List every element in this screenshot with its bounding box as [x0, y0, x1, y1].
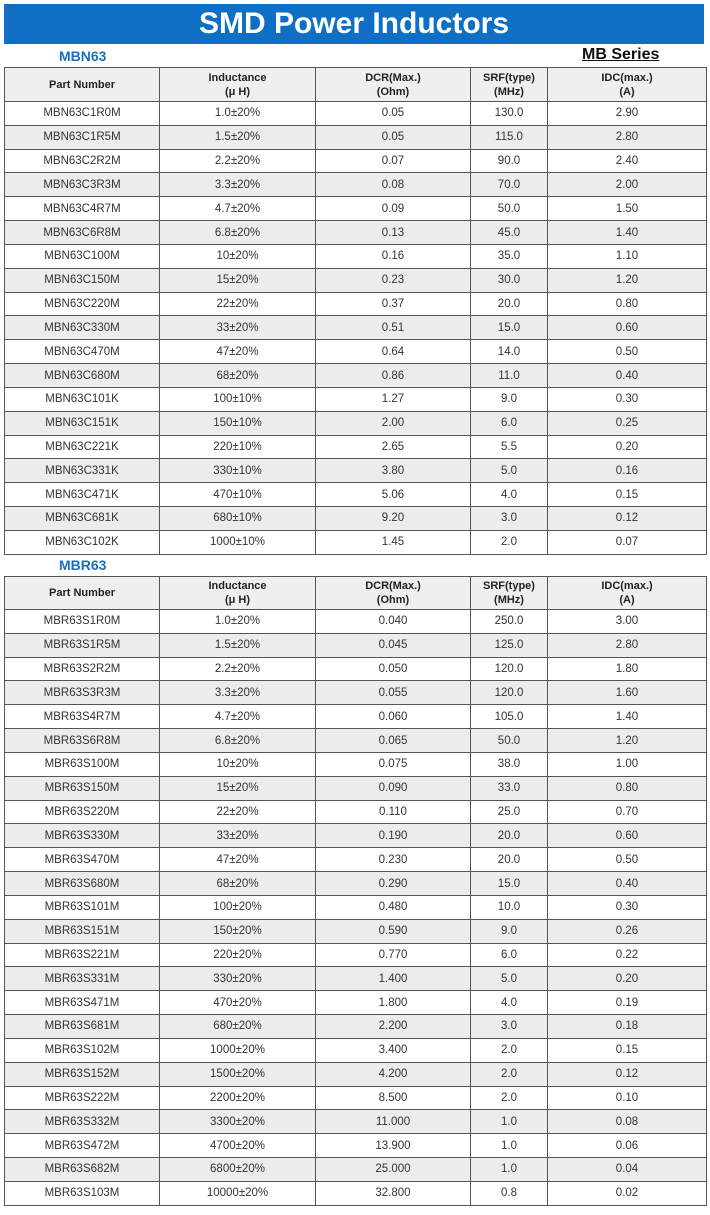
table-row	[5, 316, 707, 340]
idc-cell: 2.90	[548, 102, 707, 126]
srf-cell: 1.0	[471, 1110, 548, 1134]
table-row	[5, 752, 707, 776]
idc-cell: 1.00	[548, 752, 707, 776]
mbr63-spec-table	[4, 576, 707, 1206]
part-number-cell: MBR63S102M	[5, 1038, 160, 1062]
dcr-cell: 0.055	[316, 681, 471, 705]
srf-cell: 15.0	[471, 316, 548, 340]
part-number-cell: MBR63S472M	[5, 1134, 160, 1158]
srf-cell: 0.8	[471, 1181, 548, 1205]
dcr-cell: 0.13	[316, 221, 471, 245]
inductance-cell: 68±20%	[160, 364, 316, 388]
srf-cell: 130.0	[471, 102, 548, 126]
table-row	[5, 848, 707, 872]
inductance-cell: 22±20%	[160, 292, 316, 316]
part-number-cell: MBN63C681K	[5, 507, 160, 531]
table-row	[5, 943, 707, 967]
inductance-cell: 680±10%	[160, 507, 316, 531]
table-row	[5, 268, 707, 292]
srf-cell: 20.0	[471, 292, 548, 316]
srf-cell: 2.0	[471, 1038, 548, 1062]
inductance-cell: 1.0±20%	[160, 102, 316, 126]
part-number-cell: MBR63S6R8M	[5, 729, 160, 753]
table-row	[5, 435, 707, 459]
inductance-cell: 330±20%	[160, 967, 316, 991]
srf-cell: 115.0	[471, 125, 548, 149]
idc-cell: 1.40	[548, 221, 707, 245]
header-srf: SRF(type) (MHz)	[471, 577, 548, 610]
dcr-cell: 4.200	[316, 1062, 471, 1086]
header-idc: IDC(max.) (A)	[548, 577, 707, 610]
part-number-cell: MBR63S101M	[5, 895, 160, 919]
srf-cell: 50.0	[471, 729, 548, 753]
dcr-cell: 0.37	[316, 292, 471, 316]
idc-cell: 0.40	[548, 872, 707, 896]
table-row	[5, 221, 707, 245]
inductance-cell: 10±20%	[160, 244, 316, 268]
part-number-cell: MBN63C470M	[5, 340, 160, 364]
idc-cell: 1.60	[548, 681, 707, 705]
table-row	[5, 633, 707, 657]
dcr-cell: 1.400	[316, 967, 471, 991]
table-row	[5, 1015, 707, 1039]
header-dcr: DCR(Max.) (Ohm)	[316, 577, 471, 610]
part-number-cell: MBR63S3R3M	[5, 681, 160, 705]
table-row	[5, 102, 707, 126]
inductance-cell: 6.8±20%	[160, 729, 316, 753]
part-number-cell: MBR63S222M	[5, 1086, 160, 1110]
dcr-cell: 1.800	[316, 991, 471, 1015]
dcr-cell: 0.64	[316, 340, 471, 364]
header-idc: IDC(max.) (A)	[548, 68, 707, 102]
srf-cell: 120.0	[471, 657, 548, 681]
idc-cell: 0.22	[548, 943, 707, 967]
idc-cell: 0.60	[548, 824, 707, 848]
dcr-cell: 0.05	[316, 125, 471, 149]
dcr-cell: 2.00	[316, 411, 471, 435]
idc-cell: 0.12	[548, 1062, 707, 1086]
inductance-cell: 6.8±20%	[160, 221, 316, 245]
table-row	[5, 776, 707, 800]
srf-cell: 2.0	[471, 1086, 548, 1110]
part-number-cell: MBN63C220M	[5, 292, 160, 316]
dcr-cell: 0.08	[316, 173, 471, 197]
idc-cell: 0.20	[548, 967, 707, 991]
dcr-cell: 0.190	[316, 824, 471, 848]
inductance-cell: 3.3±20%	[160, 173, 316, 197]
inductance-cell: 100±20%	[160, 895, 316, 919]
inductance-cell: 10±20%	[160, 752, 316, 776]
table-row	[5, 1134, 707, 1158]
dcr-cell: 0.480	[316, 895, 471, 919]
srf-cell: 3.0	[471, 507, 548, 531]
dcr-cell: 3.400	[316, 1038, 471, 1062]
mbn63-table-body	[5, 102, 707, 555]
header-dcr: DCR(Max.) (Ohm)	[316, 68, 471, 102]
inductance-cell: 1.5±20%	[160, 125, 316, 149]
part-number-cell: MBR63S332M	[5, 1110, 160, 1134]
inductance-cell: 6800±20%	[160, 1158, 316, 1182]
inductance-cell: 680±20%	[160, 1015, 316, 1039]
table-row	[5, 681, 707, 705]
idc-cell: 0.02	[548, 1181, 707, 1205]
srf-cell: 5.0	[471, 967, 548, 991]
part-number-cell: MBR63S1R5M	[5, 633, 160, 657]
part-number-cell: MBR63S471M	[5, 991, 160, 1015]
part-number-cell: MBN63C1R5M	[5, 125, 160, 149]
inductance-cell: 220±10%	[160, 435, 316, 459]
part-number-cell: MBR63S4R7M	[5, 705, 160, 729]
dcr-cell: 1.27	[316, 387, 471, 411]
part-number-cell: MBN63C101K	[5, 387, 160, 411]
idc-cell: 0.30	[548, 387, 707, 411]
idc-cell: 0.70	[548, 800, 707, 824]
table-row	[5, 610, 707, 634]
dcr-cell: 0.770	[316, 943, 471, 967]
table-row	[5, 919, 707, 943]
series-label: MB Series	[582, 46, 660, 63]
table-row	[5, 967, 707, 991]
idc-cell: 1.20	[548, 268, 707, 292]
idc-cell: 0.20	[548, 435, 707, 459]
srf-cell: 2.0	[471, 1062, 548, 1086]
idc-cell: 2.00	[548, 173, 707, 197]
idc-cell: 0.60	[548, 316, 707, 340]
part-number-cell: MBN63C6R8M	[5, 221, 160, 245]
table-header-row	[5, 577, 707, 610]
inductance-cell: 1500±20%	[160, 1062, 316, 1086]
mbn63-spec-table	[4, 67, 707, 555]
idc-cell: 0.07	[548, 530, 707, 554]
idc-cell: 0.40	[548, 364, 707, 388]
dcr-cell: 0.060	[316, 705, 471, 729]
table-row	[5, 872, 707, 896]
dcr-cell: 0.075	[316, 752, 471, 776]
table-header-row	[5, 68, 707, 102]
dcr-cell: 5.06	[316, 483, 471, 507]
dcr-cell: 0.05	[316, 102, 471, 126]
part-number-cell: MBN63C221K	[5, 435, 160, 459]
table-row	[5, 705, 707, 729]
srf-cell: 11.0	[471, 364, 548, 388]
table-row	[5, 411, 707, 435]
srf-cell: 125.0	[471, 633, 548, 657]
srf-cell: 4.0	[471, 483, 548, 507]
srf-cell: 5.5	[471, 435, 548, 459]
part-number-cell: MBN63C2R2M	[5, 149, 160, 173]
part-number-cell: MBR63S682M	[5, 1158, 160, 1182]
table-row	[5, 387, 707, 411]
inductance-cell: 150±20%	[160, 919, 316, 943]
idc-cell: 0.16	[548, 459, 707, 483]
table-row	[5, 340, 707, 364]
dcr-cell: 0.23	[316, 268, 471, 292]
dcr-cell: 0.230	[316, 848, 471, 872]
idc-cell: 0.04	[548, 1158, 707, 1182]
srf-cell: 30.0	[471, 268, 548, 292]
table-row	[5, 149, 707, 173]
srf-cell: 9.0	[471, 387, 548, 411]
part-number-cell: MBR63S680M	[5, 872, 160, 896]
part-number-cell: MBR63S681M	[5, 1015, 160, 1039]
table-row	[5, 895, 707, 919]
srf-cell: 20.0	[471, 848, 548, 872]
inductance-cell: 1000±20%	[160, 1038, 316, 1062]
idc-cell: 0.19	[548, 991, 707, 1015]
part-number-cell: MBN63C102K	[5, 530, 160, 554]
table-row	[5, 1158, 707, 1182]
part-number-cell: MBR63S221M	[5, 943, 160, 967]
dcr-cell: 0.09	[316, 197, 471, 221]
part-number-cell: MBN63C330M	[5, 316, 160, 340]
srf-cell: 25.0	[471, 800, 548, 824]
idc-cell: 0.18	[548, 1015, 707, 1039]
dcr-cell: 9.20	[316, 507, 471, 531]
inductance-cell: 10000±20%	[160, 1181, 316, 1205]
srf-cell: 38.0	[471, 752, 548, 776]
idc-cell: 0.30	[548, 895, 707, 919]
part-number-cell: MBR63S152M	[5, 1062, 160, 1086]
srf-cell: 250.0	[471, 610, 548, 634]
inductance-cell: 3.3±20%	[160, 681, 316, 705]
section-title-mbn63: MBN63	[59, 48, 107, 64]
table-row	[5, 1086, 707, 1110]
idc-cell: 0.50	[548, 340, 707, 364]
srf-cell: 90.0	[471, 149, 548, 173]
srf-cell: 6.0	[471, 943, 548, 967]
dcr-cell: 3.80	[316, 459, 471, 483]
srf-cell: 45.0	[471, 221, 548, 245]
inductance-cell: 33±20%	[160, 824, 316, 848]
table-row	[5, 1062, 707, 1086]
srf-cell: 50.0	[471, 197, 548, 221]
part-number-cell: MBR63S150M	[5, 776, 160, 800]
idc-cell: 0.12	[548, 507, 707, 531]
inductance-cell: 470±20%	[160, 991, 316, 1015]
dcr-cell: 0.040	[316, 610, 471, 634]
dcr-cell: 0.090	[316, 776, 471, 800]
srf-cell: 33.0	[471, 776, 548, 800]
part-number-cell: MBR63S330M	[5, 824, 160, 848]
srf-cell: 15.0	[471, 872, 548, 896]
dcr-cell: 2.200	[316, 1015, 471, 1039]
inductance-cell: 2.2±20%	[160, 149, 316, 173]
idc-cell: 0.15	[548, 1038, 707, 1062]
table-row	[5, 173, 707, 197]
inductance-cell: 2.2±20%	[160, 657, 316, 681]
table-row	[5, 244, 707, 268]
srf-cell: 105.0	[471, 705, 548, 729]
srf-cell: 1.0	[471, 1158, 548, 1182]
mbr63-table-body	[5, 610, 707, 1206]
header-part-number: Part Number	[5, 577, 160, 610]
idc-cell: 0.25	[548, 411, 707, 435]
srf-cell: 1.0	[471, 1134, 548, 1158]
inductance-cell: 15±20%	[160, 776, 316, 800]
inductance-cell: 3300±20%	[160, 1110, 316, 1134]
inductance-cell: 1000±10%	[160, 530, 316, 554]
inductance-cell: 15±20%	[160, 268, 316, 292]
dcr-cell: 13.900	[316, 1134, 471, 1158]
part-number-cell: MBR63S2R2M	[5, 657, 160, 681]
part-number-cell: MBR63S331M	[5, 967, 160, 991]
idc-cell: 0.10	[548, 1086, 707, 1110]
section-title-mbr63: MBR63	[59, 557, 107, 573]
dcr-cell: 0.86	[316, 364, 471, 388]
table-row	[5, 507, 707, 531]
table-row	[5, 657, 707, 681]
inductance-cell: 100±10%	[160, 387, 316, 411]
inductance-cell: 470±10%	[160, 483, 316, 507]
table-row	[5, 991, 707, 1015]
part-number-cell: MBR63S103M	[5, 1181, 160, 1205]
part-number-cell: MBR63S100M	[5, 752, 160, 776]
inductance-cell: 1.0±20%	[160, 610, 316, 634]
part-number-cell: MBN63C471K	[5, 483, 160, 507]
dcr-cell: 0.110	[316, 800, 471, 824]
dcr-cell: 1.45	[316, 530, 471, 554]
header-part-number: Part Number	[5, 68, 160, 102]
inductance-cell: 47±20%	[160, 340, 316, 364]
inductance-cell: 22±20%	[160, 800, 316, 824]
table-row	[5, 824, 707, 848]
idc-cell: 1.80	[548, 657, 707, 681]
table-row	[5, 800, 707, 824]
inductance-cell: 330±10%	[160, 459, 316, 483]
idc-cell: 2.40	[548, 149, 707, 173]
part-number-cell: MBN63C331K	[5, 459, 160, 483]
part-number-cell: MBN63C1R0M	[5, 102, 160, 126]
idc-cell: 0.50	[548, 848, 707, 872]
dcr-cell: 0.590	[316, 919, 471, 943]
idc-cell: 0.26	[548, 919, 707, 943]
srf-cell: 2.0	[471, 530, 548, 554]
srf-cell: 3.0	[471, 1015, 548, 1039]
table-row	[5, 197, 707, 221]
part-number-cell: MBN63C3R3M	[5, 173, 160, 197]
part-number-cell: MBR63S151M	[5, 919, 160, 943]
table-row	[5, 1038, 707, 1062]
dcr-cell: 8.500	[316, 1086, 471, 1110]
idc-cell: 0.06	[548, 1134, 707, 1158]
srf-cell: 4.0	[471, 991, 548, 1015]
table-row	[5, 729, 707, 753]
idc-cell: 1.20	[548, 729, 707, 753]
part-number-cell: MBN63C150M	[5, 268, 160, 292]
idc-cell: 2.80	[548, 633, 707, 657]
inductance-cell: 220±20%	[160, 943, 316, 967]
table-row	[5, 530, 707, 554]
inductance-cell: 4700±20%	[160, 1134, 316, 1158]
idc-cell: 0.15	[548, 483, 707, 507]
inductance-cell: 1.5±20%	[160, 633, 316, 657]
part-number-cell: MBN63C4R7M	[5, 197, 160, 221]
table-row	[5, 483, 707, 507]
idc-cell: 0.80	[548, 292, 707, 316]
idc-cell: 1.10	[548, 244, 707, 268]
dcr-cell: 25.000	[316, 1158, 471, 1182]
inductance-cell: 150±10%	[160, 411, 316, 435]
dcr-cell: 0.290	[316, 872, 471, 896]
srf-cell: 70.0	[471, 173, 548, 197]
part-number-cell: MBN63C680M	[5, 364, 160, 388]
part-number-cell: MBN63C151K	[5, 411, 160, 435]
dcr-cell: 0.51	[316, 316, 471, 340]
part-number-cell: MBR63S470M	[5, 848, 160, 872]
srf-cell: 5.0	[471, 459, 548, 483]
dcr-cell: 0.07	[316, 149, 471, 173]
idc-cell: 0.80	[548, 776, 707, 800]
page-title: SMD Power Inductors	[4, 4, 704, 44]
idc-cell: 1.50	[548, 197, 707, 221]
inductance-cell: 68±20%	[160, 872, 316, 896]
dcr-cell: 2.65	[316, 435, 471, 459]
inductance-cell: 47±20%	[160, 848, 316, 872]
idc-cell: 1.40	[548, 705, 707, 729]
srf-cell: 35.0	[471, 244, 548, 268]
idc-cell: 3.00	[548, 610, 707, 634]
dcr-cell: 0.050	[316, 657, 471, 681]
inductance-cell: 2200±20%	[160, 1086, 316, 1110]
header-inductance: Inductance (μ H)	[160, 68, 316, 102]
idc-cell: 2.80	[548, 125, 707, 149]
part-number-cell: MBR63S1R0M	[5, 610, 160, 634]
table-row	[5, 292, 707, 316]
srf-cell: 20.0	[471, 824, 548, 848]
inductance-cell: 33±20%	[160, 316, 316, 340]
part-number-cell: MBN63C100M	[5, 244, 160, 268]
dcr-cell: 0.065	[316, 729, 471, 753]
part-number-cell: MBR63S220M	[5, 800, 160, 824]
srf-cell: 10.0	[471, 895, 548, 919]
header-srf: SRF(type) (MHz)	[471, 68, 548, 102]
srf-cell: 9.0	[471, 919, 548, 943]
dcr-cell: 0.16	[316, 244, 471, 268]
dcr-cell: 32.800	[316, 1181, 471, 1205]
srf-cell: 6.0	[471, 411, 548, 435]
inductance-cell: 4.7±20%	[160, 197, 316, 221]
table-row	[5, 125, 707, 149]
dcr-cell: 0.045	[316, 633, 471, 657]
table-row	[5, 459, 707, 483]
table-row	[5, 364, 707, 388]
dcr-cell: 11.000	[316, 1110, 471, 1134]
table-row	[5, 1110, 707, 1134]
srf-cell: 14.0	[471, 340, 548, 364]
table-row	[5, 1181, 707, 1205]
srf-cell: 120.0	[471, 681, 548, 705]
inductance-cell: 4.7±20%	[160, 705, 316, 729]
header-inductance: Inductance (μ H)	[160, 577, 316, 610]
idc-cell: 0.08	[548, 1110, 707, 1134]
